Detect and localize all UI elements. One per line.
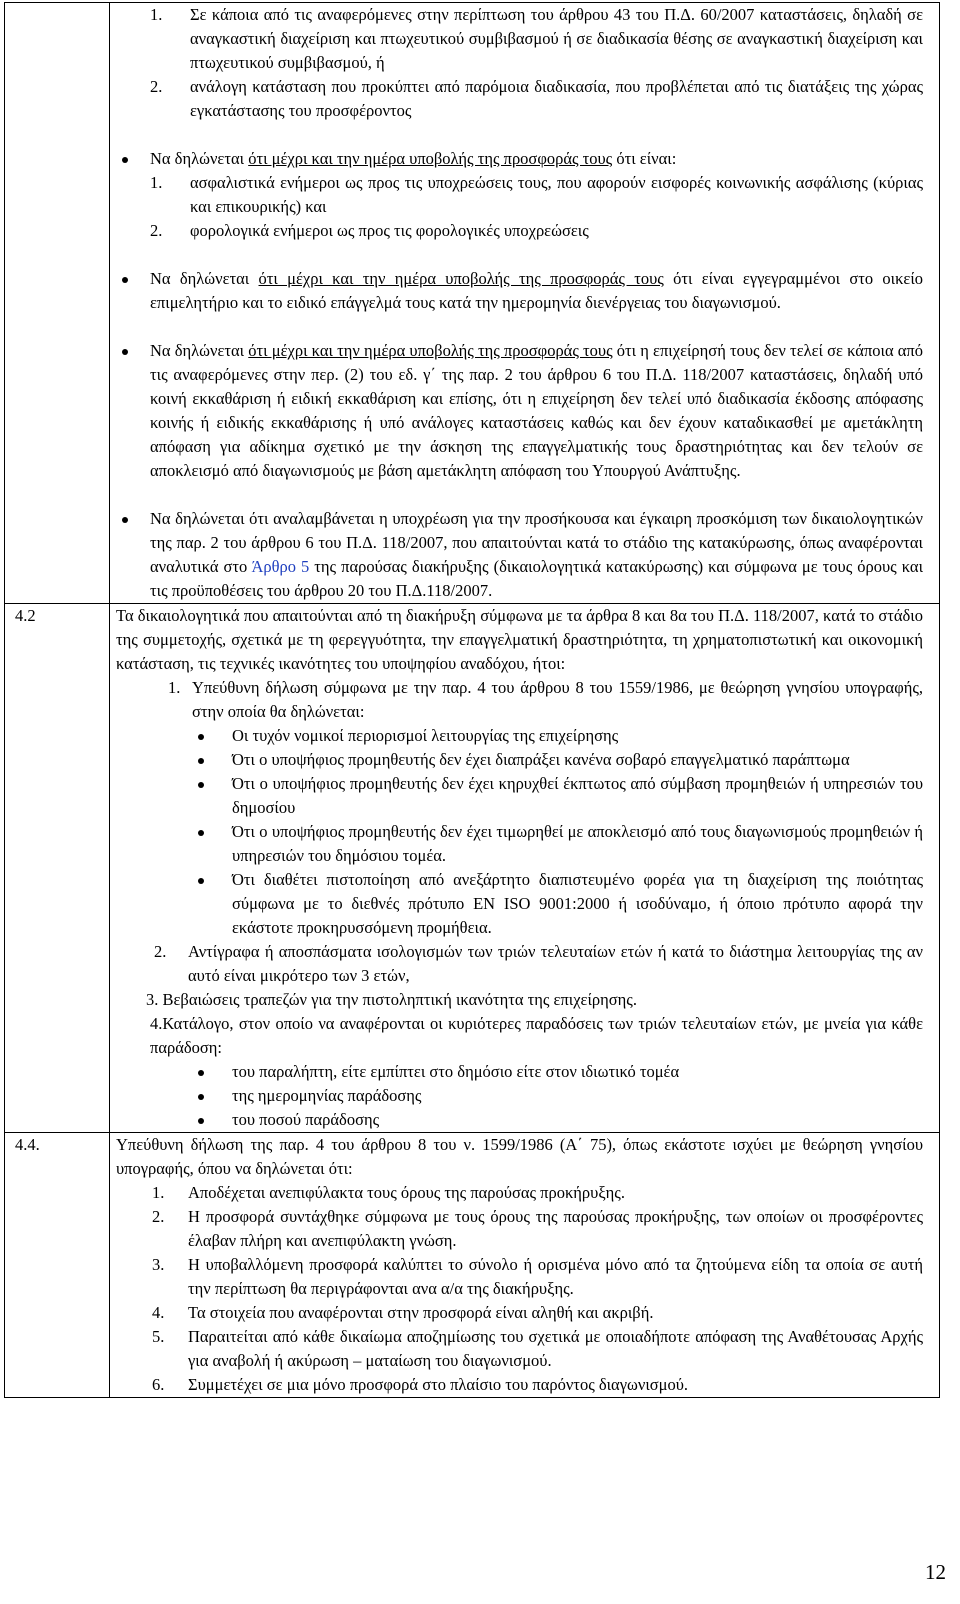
list-item-text: ασφαλιστικά ενήμεροι ως προς τις υποχρεώσεις τους, που αφορούν εισφορές κοινωνικής ασφάλισης (κύριας και επικουρικής) και <box>190 173 923 216</box>
list-item <box>150 171 923 219</box>
list-item-text: Υπεύθυνη δήλωση σύμφωνα με την παρ. 4 του άρθρου 8 του 1559/1986, με θεώρηση γνησίου υπογραφής, στην οποία θα δηλώνεται: <box>192 678 923 721</box>
list-item-text: Αποδέχεται ανεπιφύλακτα τους όρους της παρούσας προκήρυξης. <box>188 1183 625 1202</box>
list-item <box>232 748 923 772</box>
list-item-text: Τα στοιχεία που αναφέρονται στην προσφορά είναι αληθή και ακριβή. <box>188 1303 654 1322</box>
row-content-cell <box>110 3 940 604</box>
list-item <box>232 820 923 868</box>
list-number: 2. <box>152 1207 165 1226</box>
list-item-text: Ότι ο υποψήφιος προμηθευτής δεν έχει τιμωρηθεί με αποκλεισμό από τους διαγωνισμούς προμηθειών ή υπηρεσιών του δημόσιου τομέα. <box>232 822 923 865</box>
list-item-text: Ότι διαθέτει πιστοποίηση από ανεξάρτητο διαπιστευμένο φορέα για τη διαχείριση της ποιότητας σύμφωνα με το διεθνές πρότυπο EN ISO 9001:2000 ή ισοδύναμο, ή όποιο πρότυπο αφορά την εκάστοτε προκηρυσσόμενη προμήθεια. <box>232 870 923 937</box>
list-item-text: Συμμετέχει σε μια μόνο προσφορά στο πλαίσιο του παρόντος διαγωνισμού. <box>188 1375 689 1394</box>
paragraph-text: της παρούσας διακήρυξης (δικαιολογητικά κατακύρωσης) και σύμφωνα με τους όρους και τις προϋποθέσεις του άρθρου 20 του Π.Δ.118/2007. <box>150 557 924 600</box>
row-number-cell: 4.2 <box>5 604 110 1133</box>
list-number: 1. <box>152 1183 165 1202</box>
table-row <box>5 3 940 604</box>
list-item <box>152 1205 923 1253</box>
bullet-icon <box>198 758 204 764</box>
bullet-icon <box>198 782 204 788</box>
numbered-list <box>116 171 923 243</box>
list-number: 2. <box>150 221 163 240</box>
list-item <box>150 75 923 123</box>
bullet-icon <box>122 157 128 163</box>
list-item <box>232 1084 923 1108</box>
paragraph-text: ότι είναι εγγεγραμμένοι στο οικείο επιμελητήριο και το ειδικό επάγγελμά τους κατά την ημερομηνία διενέργειας του διαγωνισμού. <box>150 269 924 312</box>
bullet-icon <box>198 878 204 884</box>
paragraph-text: Να δηλώνεται <box>150 341 249 360</box>
numbered-list <box>116 1181 923 1397</box>
row-content-cell <box>110 1133 940 1398</box>
bullet-list <box>116 1060 923 1132</box>
list-number: 1. <box>150 5 163 24</box>
paragraph-text: Να δηλώνεται <box>150 149 249 168</box>
underlined-text: ότι μέχρι και την ημέρα υποβολής της προσφοράς τους <box>248 341 613 360</box>
list-item-text: του ποσού παράδοσης <box>232 1110 380 1129</box>
list-item <box>232 724 923 748</box>
table-row <box>5 1133 940 1398</box>
row-number-cell <box>5 3 110 604</box>
bullet-icon <box>122 517 128 523</box>
page-number: 12 <box>925 1560 946 1584</box>
list-number: 5. <box>152 1327 165 1346</box>
list-item <box>232 1060 923 1084</box>
list-item <box>150 3 923 75</box>
list-number: 4. <box>152 1303 165 1322</box>
list-item <box>152 1253 923 1301</box>
list-item-text: Η προσφορά συντάχθηκε σύμφωνα με τους όρους της παρούσας προκήρυξης, των οποίων οι προσφέροντες έλαβαν πλήρη και ανεπιφύλακτη γνώση. <box>188 1207 923 1250</box>
bullet-icon <box>122 349 128 355</box>
row-content-cell <box>110 604 940 1133</box>
list-number: 3. <box>152 1255 165 1274</box>
bullet-icon <box>198 1070 204 1076</box>
bullet-paragraph <box>116 147 923 171</box>
list-item-text: φορολογικά ενήμεροι ως προς τις φορολογικές υποχρεώσεις <box>190 221 589 240</box>
list-item-text: του παραλήπτη, είτε εμπίπτει στο δημόσιο είτε στον ιδιωτικό τομέα <box>232 1062 680 1081</box>
list-item-text: Ότι ο υποψήφιος προμηθευτής δεν έχει κηρυχθεί έκπτωτος από σύμβαση προμηθειών ή υπηρεσιών του δημοσίου <box>232 774 923 817</box>
row-number-cell: 4.4. <box>5 1133 110 1398</box>
list-item-text: Αντίγραφα ή αποσπάσματα ισολογισμών των τριών τελευταίων ετών ή κατά το διάστημα λειτουργίας της αν αυτό είναι μικρότερο των 3 ετών, <box>188 942 923 985</box>
list-number: 1. <box>150 173 163 192</box>
list-item <box>232 868 923 940</box>
bullet-paragraph <box>116 267 923 315</box>
bullet-paragraph <box>116 507 923 603</box>
list-item <box>150 219 923 243</box>
list-item-text: 3. Βεβαιώσεις τραπεζών για την πιστοληπτική ικανότητα της επιχείρησης. <box>146 990 637 1009</box>
bullet-paragraph <box>116 339 923 483</box>
paragraph-text: Να δηλώνεται ότι αναλαμβάνεται η υποχρέωση για την προσήκουσα και έγκαιρη προσκόμιση των δικαιολογητικών της παρ. 2 του άρθρου 6 του Π.Δ. 118/2007, που απαιτούνται κατά το στάδιο της κατακύρωσης, όπως αναφέρονται αναλυτικά στο <box>150 509 923 576</box>
section-intro: Υπεύθυνη δήλωση της παρ. 4 του άρθρου 8 του ν. 1599/1986 (Α΄ 75), όπως εκάστοτε ισχύει με θεώρηση γνησίου υπογραφής, όπου να δηλώνεται ότι: <box>116 1135 923 1178</box>
list-item <box>116 676 923 724</box>
bullet-icon <box>198 830 204 836</box>
bullet-icon <box>198 1094 204 1100</box>
paragraph-text: ότι είναι: <box>612 149 677 168</box>
list-item <box>152 1325 923 1373</box>
section-intro: Τα δικαιολογητικά που απαιτούνται από τη διακήρυξη σύμφωνα με τα άρθρα 8 και 8α του Π.Δ. 118/2007, κατά το στάδιο της συμμετοχής, σχετικά με τη φερεγγυότητα, την επαγγελματική δραστηριότητα, τη χρηματοπιστωτική και οικονομική κατάσταση, τις τεχνικές ικανότητες του υποψηφίου αναδόχου, ήτοι: <box>116 606 923 673</box>
list-item-text: Παραιτείται από κάθε δικαίωμα αποζημίωσης του σχετικά με οποιαδήποτε απόφαση της Αναθέτουσας Αρχής για αναβολή ή ακύρωση – ματαίωση του διαγωνισμού. <box>188 1327 923 1370</box>
bullet-icon <box>122 277 128 283</box>
list-item <box>152 1181 923 1205</box>
list-item-text: ανάλογη κατάσταση που προκύπτει από παρόμοια διαδικασία, που προβλέπεται από τις διατάξεις της χώρας εγκατάστασης του προσφέροντος <box>190 77 923 120</box>
article-link[interactable]: Άρθρο 5 <box>251 557 310 576</box>
list-number: 2. <box>150 77 163 96</box>
list-item-text: 4.Κατάλογο, στον οποίο να αναφέρονται οι κυριότερες παραδόσεις των τριών τελευταίων ετών, με μνεία για κάθε παράδοση: <box>150 1014 923 1057</box>
bullet-icon <box>198 734 204 740</box>
underlined-text: ότι μέχρι και την ημέρα υποβολής της προσφοράς τους <box>258 269 664 288</box>
list-item-text: Οι τυχόν νομικοί περιορισμοί λειτουργίας της επιχείρησης <box>232 726 619 745</box>
list-item-text: Ότι ο υποψήφιος προμηθευτής δεν έχει διαπράξει κανένα σοβαρό επαγγελματικό παράπτωμα <box>232 750 850 769</box>
list-number: 2. <box>154 942 167 961</box>
list-number: 1. <box>168 678 181 697</box>
list-number: 6. <box>152 1375 165 1394</box>
table-row <box>5 604 940 1133</box>
numbered-list <box>116 3 923 123</box>
bullet-icon <box>198 1118 204 1124</box>
list-item <box>152 1301 923 1325</box>
list-item-text: Η υποβαλλόμενη προσφορά καλύπτει το σύνολο ή ορισμένα μόνο από τα ζητούμενα είδη τα οποία σε αυτή την περίπτωση θα περιγράφονται ανα α/α της διακήρυξης. <box>188 1255 923 1298</box>
list-item-text: της ημερομηνίας παράδοσης <box>232 1086 422 1105</box>
underlined-text: ότι μέχρι και την ημέρα υποβολής της προσφοράς τους <box>248 149 613 168</box>
list-item <box>152 1373 923 1397</box>
requirements-table <box>4 2 940 1398</box>
paragraph-text: Να δηλώνεται <box>150 269 259 288</box>
bullet-list <box>116 724 923 940</box>
paragraph-text: ότι η επιχείρησή τους δεν τελεί σε κάποια από τις αναφερόμενες στην περ. (2) του εδ. γ΄ της παρ. 2 του άρθρου 6 του Π.Δ. 118/2007 καταστάσεις, δηλαδή υπό κοινή εκκαθάριση ή ειδική εκκαθάριση και επίσης, ότι η επιχείρηση δεν τελεί υπό διαδικασία έκδοσης απόφασης κοινής ή ειδικής εκκαθάρισης ή υπό ανάλογες καταστάσεις καθώς και δεν έχουν καταδικασθεί με αμετάκλητη απόφαση για αδίκημα σχετικό με την άσκηση της επαγγελματικής τους δραστηριότητας και δεν τελούν σε αποκλεισμό από διαγωνισμούς με βάση αμετάκλητη απόφαση του Υπουργού Ανάπτυξης. <box>150 341 924 480</box>
list-item <box>116 940 923 988</box>
list-item-text: Σε κάποια από τις αναφερόμενες στην περίπτωση του άρθρου 43 του Π.Δ. 60/2007 καταστάσεις, δηλαδή σε αναγκαστική διαχείριση και πτωχευτικού συμβιβασμού ή σε διαδικασία θέσης σε αναγκαστική διαχείριση και πτωχευτικού συμβιβασμού, ή <box>190 5 923 72</box>
list-item <box>232 772 923 820</box>
list-item <box>232 1108 923 1132</box>
